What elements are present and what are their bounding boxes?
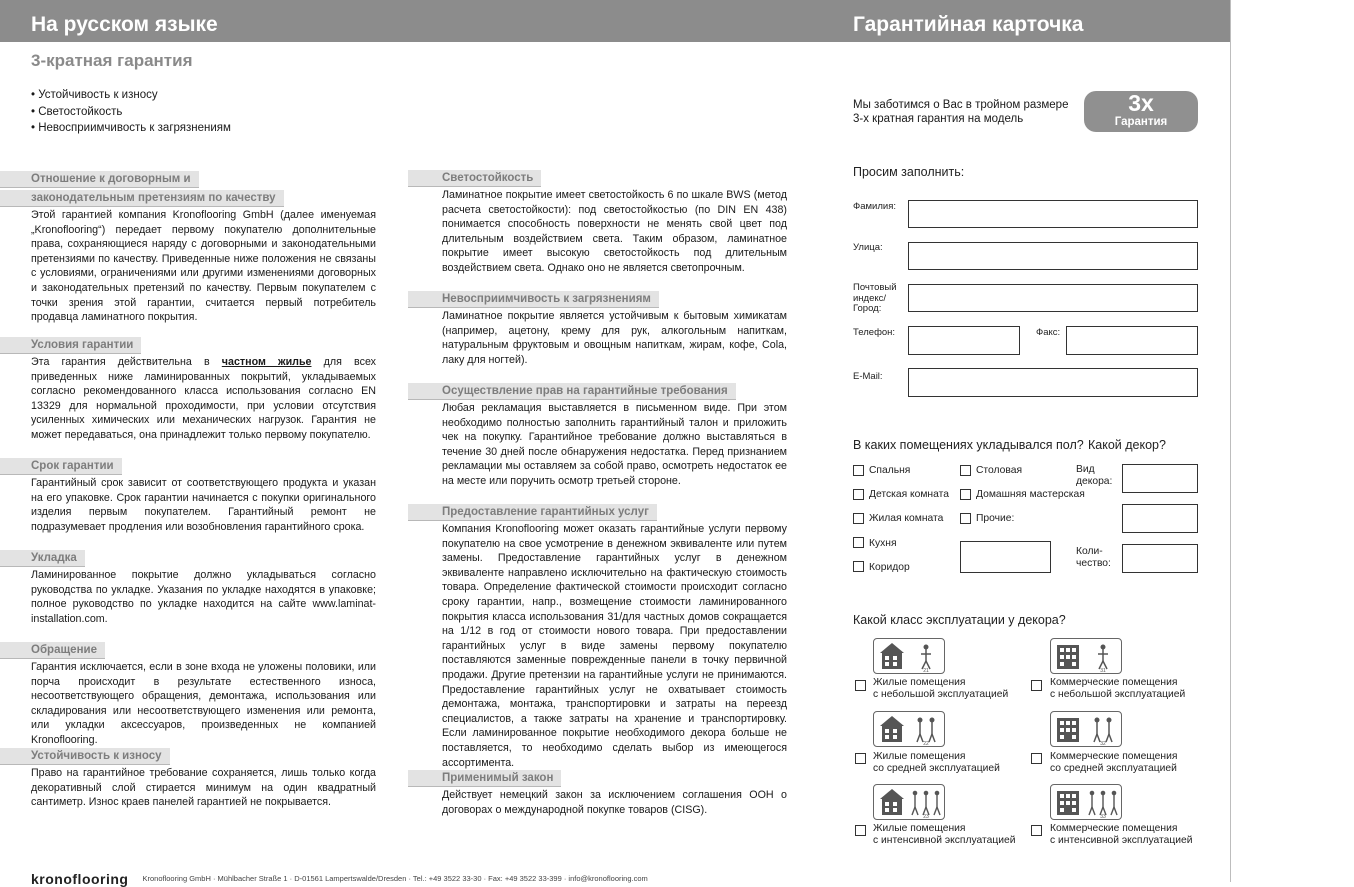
commercial-high-label: Коммерческие помещения с интенсивной эксплуатацией [1050,823,1193,846]
corridor-checkbox[interactable] [853,561,864,572]
card-intro-line1: Мы заботимся о Вас в тройном размере [853,99,1069,111]
section-light [408,168,787,276]
badge-multiplier: 3x [1128,90,1154,116]
bedroom-label: Спальня [869,465,911,476]
feature-item: • Светостойкость [31,105,123,118]
residential-low-use-icon [873,638,945,674]
section-text: Ламинированное покрытие должно укладываться согласно руководства по укладке. Указания по укладке находятся в упаковке; полное руководство по укладке находится на сайте www.laminat-installation.com. [31,569,376,625]
subtitle: 3-кратная гарантия [31,51,193,70]
residential-low-label: Жилые помещения с небольшой эксплуатацией [873,677,1009,700]
decor-question: Какой декор? [1088,438,1166,452]
residential-high-use-icon [873,784,945,820]
section-title: Невосприимчивость к загрязнениям [408,291,659,308]
living-room-label: Жилая комната [869,513,944,524]
email-label: E-Mail: [853,371,883,382]
usage-class-code: 23 [923,814,929,819]
bedroom-checkbox[interactable] [853,465,864,476]
dining-checkbox[interactable] [960,465,971,476]
left-header-title: На русском языке [31,13,218,36]
dining-label: Столовая [976,465,1023,476]
section-claims [408,381,787,489]
page-divider [1230,0,1231,882]
workshop-label: Домашняя мастерская [976,489,1085,500]
section-title: Обращение [0,642,105,659]
quantity-label: Коли- чество: [1076,546,1111,569]
surname-label: Фамилия: [853,201,896,212]
residential-high-checkbox[interactable] [855,825,866,836]
section-text: Компания Kronoflooring может оказать гарантийные услуги первому покупателю на свое усмотрение в денежном эквиваленте или путем замены. Предоставление гарантийных услуг в денежном эквиваленте направлено исключительно на фактическую стоимость товара. Определение фактической стоимости происходит согласно сроку гарантии, напр., возмещение стоимости ламинированного покрытия класса использования 31/для частных домов сокращается на 1/12 в год от стоимости нового товара. При предоставлении гарантийных услуг в виде замены первому покупателю поставляются заменные поврежденные панели в точку первичной продажи. Другие претензии на гарантийные услуги не принимаются. Предоставление гарантийных услуг не охватывает стоимость демонтажа, монтажа, транспортировки и затраты на переезд специалистов, а также затраты на хранение и транспортировку. Если ламинированное покрытие необходимого декора больше не поставляется, то необходимо сделать выбор из имеющегося ассортимента. [442,523,787,769]
other-checkbox[interactable] [960,513,971,524]
section-installation [0,548,376,626]
warranty-badge [1084,91,1198,132]
kitchen-checkbox[interactable] [853,537,864,548]
footer [31,871,648,887]
quantity-field[interactable] [1122,544,1198,573]
badge-label: Гарантия [1114,116,1168,128]
section-wear [0,746,376,810]
street-field[interactable] [908,242,1198,270]
section-title: Устойчивость к износу [0,748,170,765]
commercial-low-checkbox[interactable] [1031,680,1042,691]
section-title: Предоставление гарантийных услуг [408,504,657,521]
decor-type-field-2[interactable] [1122,504,1198,533]
section-text: Действует немецкий закон за исключением соглашения ООН о договорах о международной покупке товаров (CISG). [442,789,787,816]
living-room-checkbox[interactable] [853,513,864,524]
class-question: Какой класс эксплуатации у декора? [853,613,1066,627]
feature-item: • Невосприимчивость к загрязнениям [31,122,231,134]
section-text: Ламинатное покрытие имеет светостойкость 6 по шкале BWS (метод расчета светостойкости): под светостойкостью (по DIN EN 438) понимается способность поверхности не менять свой цвет под длительным воздействием света. Таким образом, ламинатное покрытие имеет высокую светостойкость под длительным воздействием света. Однако оно не является светопрочным. [442,189,787,274]
section-title: Осуществление прав на гарантийные требования [408,383,736,400]
section-term [0,456,376,534]
kids-room-checkbox[interactable] [853,489,864,500]
commercial-low-use-icon [1050,638,1122,674]
section-title: Светостойкость [408,170,541,187]
section-text: Гарантийный срок зависит от соответствующего продукта и указан на его упаковке. Срок гарантии начинается с покупки оригинального изделия первым покупателем. Гарантийный ремонт не подразумевает продления или возобновления гарантийного срока. [31,477,376,533]
corridor-label: Коридор [869,562,910,573]
usage-class-code: 32 [1100,741,1106,746]
please-fill-label: Просим заполнить: [853,165,965,179]
card-intro-line2: 3-х кратная гарантия на модель [853,113,1024,125]
residential-low-checkbox[interactable] [855,680,866,691]
residential-medium-checkbox[interactable] [855,753,866,764]
section-conditions [0,335,376,443]
section-title: Укладка [0,550,85,567]
usage-class-code: 31 [1100,668,1106,673]
fax-label: Факс: [1036,327,1061,338]
usage-class-code: 22 [923,741,929,746]
email-field[interactable] [908,368,1198,397]
decor-type-field[interactable] [1122,464,1198,493]
footer-address: Kronoflooring GmbH · Mühlbacher Straße 1 · D-01561 Lampertswalde/Dresden · Tel.: +49 3522 33-30 · Fax: +49 3522 33-399 · info@kronoflooring.com [142,873,648,883]
feature-list [31,87,231,137]
section-services [408,502,787,770]
section-title: Применимый закон [408,770,561,787]
commercial-medium-checkbox[interactable] [1031,753,1042,764]
surname-field[interactable] [908,200,1198,228]
private-housing-emphasis: частном жилье [221,356,312,368]
section-stain [408,289,787,367]
section-text: Ламинатное покрытие является устойчивым к бытовым химикатам (например, ацетону, крему для рук, алкогольным напиткам, натуральным фруктовым и овощным напиткам, жирам, кофе, Cola, лаку для ногтей). [442,310,787,366]
section-handling [0,640,376,748]
commercial-low-label: Коммерческие помещения с небольшой эксплуатацией [1050,677,1186,700]
fax-field[interactable] [1066,326,1198,355]
section-title: Условия гарантии [0,337,141,354]
zip-city-label: Почтовый индекс/ Город: [853,282,897,314]
phone-label: Телефон: [853,327,896,338]
feature-item: • Устойчивость к износу [31,89,158,101]
residential-medium-label: Жилые помещения со средней эксплуатацией [873,751,1000,774]
usage-class-code: 21 [923,668,929,673]
right-header-title: Гарантийная карточка [853,13,1084,36]
other-rooms-field[interactable] [960,541,1051,573]
rooms-question: В каких помещениях укладывался пол? [853,438,1084,452]
zip-city-field[interactable] [908,284,1198,312]
section-text: Гарантия исключается, если в зоне входа не уложены половики, или порча происходит в результате естественного износа, несоответствующего обращения, демонтажа, использования или складирования или несоответствующего изменения или ремонта, или укладки аксессуаров, произведенных не компанией Kronoflooring. [31,661,376,746]
section-title: Отношение к договорным и [0,171,199,188]
section-law [408,768,787,817]
decor-type-label: Вид декора: [1076,464,1113,487]
usage-class-code: 33 [1100,814,1106,819]
commercial-high-checkbox[interactable] [1031,825,1042,836]
section-text: Право на гарантийное требование сохраняется, лишь только когда декоративный слой стирается минимум на один квадратный сантиметр. Износ краев панелей гарантией не покрывается. [31,767,376,809]
section-text: Этой гарантией компания Kronoflooring GmbH (далее именуемая „Kronoflooring“) передает первому покупателю дополнительные права, сохраняющиеся наряду с договорными и законодательными претензиями по качеству. Приведенные ниже положения не связаны с условиями, ограничениями или другими изменениями договорных и законодательных претензий по качеству. Первым покупателем с точки зрения этой гарантии, считается первый потребитель продавца ламинатного покрытия. [31,209,376,324]
commercial-medium-label: Коммерческие помещения со средней эксплуатацией [1050,751,1178,774]
kronoflooring-logo: kronoflooring [31,871,129,887]
other-label: Прочие: [976,513,1015,524]
residential-medium-use-icon [873,711,945,747]
residential-high-label: Жилые помещения с интенсивной эксплуатацией [873,823,1016,846]
commercial-high-use-icon [1050,784,1122,820]
section-text: Эта гарантия действительна в частном жилье для всех приведенных ниже ламинированных покрытий, укладываемых согласно рекомендованного класса использования согласно EN 13329 для нормальной проходимости, при условии отсутствия усиленных химических или механических нагрузок. Гарантия не может передаваться, она принадлежит только первому покупателю. [31,356,377,441]
street-label: Улица: [853,242,883,253]
kitchen-label: Кухня [869,538,897,549]
section-title: Срок гарантии [0,458,122,475]
workshop-checkbox[interactable] [960,489,971,500]
section-title: законодательным претензиям по качеству [0,190,284,207]
section-contract [0,169,376,325]
commercial-medium-use-icon [1050,711,1122,747]
phone-field[interactable] [908,326,1020,355]
section-text: Любая рекламация выставляется в письменном виде. При этом необходимо полностью заполнить гарантийный талон и приложить чек на покупку. Гарантийное требование должно выставляться в течение 30 дней после обнаружения недостатка. Перед признанием рекламации мы оставляем за собой право, осмотреть недостаток ее на месте или поручить осмотр третьей стороне. [442,402,787,487]
kids-room-label: Детская комната [869,489,949,500]
